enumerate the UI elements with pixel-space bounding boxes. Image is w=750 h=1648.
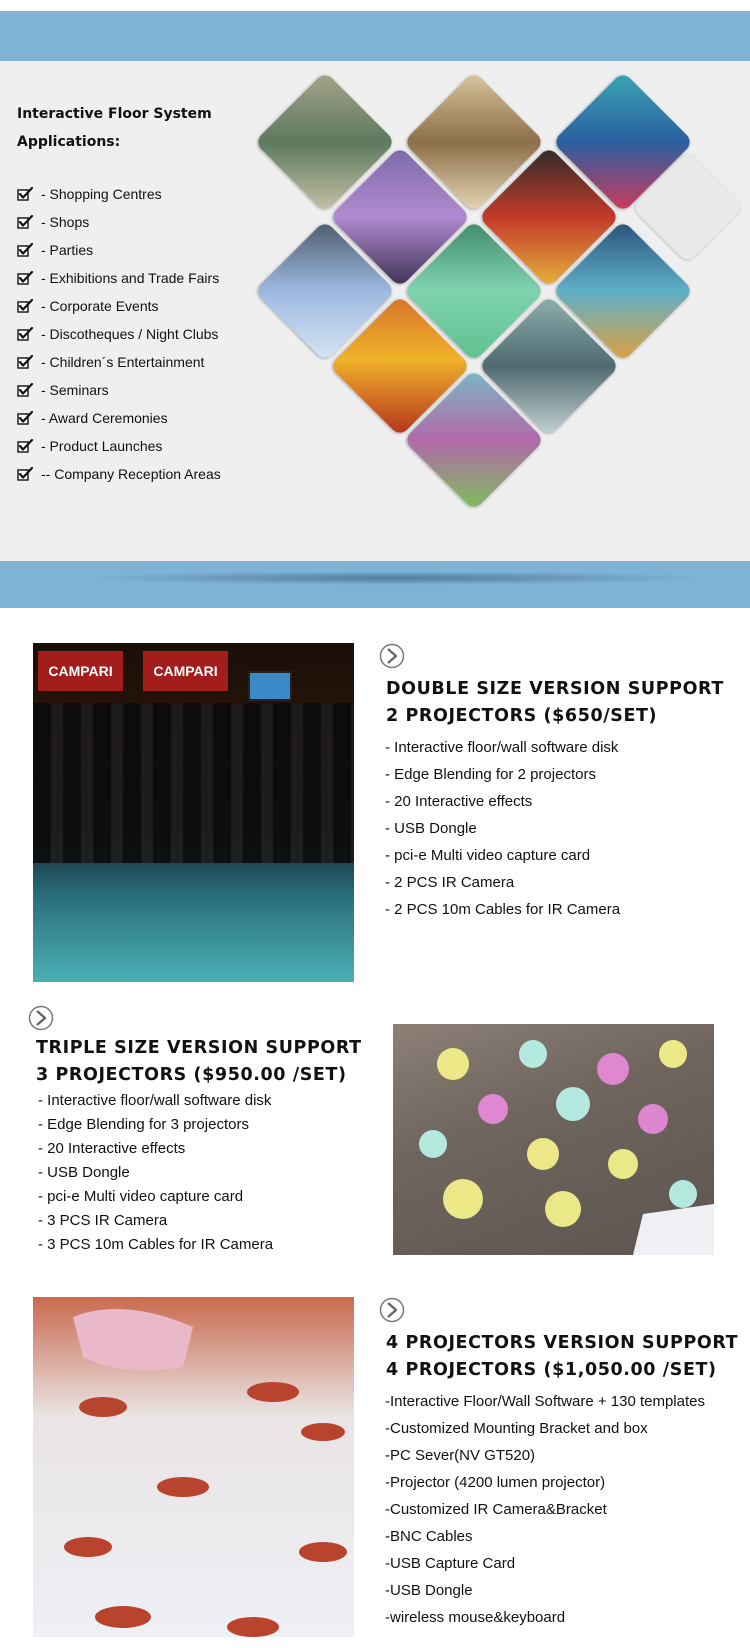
feature-item: -Customized Mounting Bracket and box bbox=[385, 1420, 648, 1437]
application-item-label: - Award Ceremonies bbox=[41, 410, 168, 426]
application-item bbox=[17, 404, 221, 432]
application-item-label: - Children´s Entertainment bbox=[41, 354, 205, 370]
triple-version-title bbox=[36, 1035, 362, 1089]
application-item bbox=[17, 348, 221, 376]
campari-sign-left: CAMPARI bbox=[38, 651, 123, 691]
application-item bbox=[17, 460, 221, 488]
feature-item: - Interactive floor/wall software disk bbox=[38, 1092, 272, 1109]
application-item-label: - Parties bbox=[41, 242, 94, 258]
application-item bbox=[17, 376, 221, 404]
checkbox-check-icon bbox=[17, 467, 33, 481]
triple-title-line2: 3 PROJECTORS ($950.00 /SET) bbox=[36, 1065, 347, 1085]
four-version-photo bbox=[33, 1297, 354, 1637]
application-item-label: - Discotheques / Night Clubs bbox=[41, 326, 219, 342]
feature-item: - pci-e Multi video capture card bbox=[38, 1188, 244, 1205]
photo-collage bbox=[250, 70, 750, 540]
applications-title: Interactive Floor System Applications: bbox=[17, 106, 212, 150]
double-title-line1: DOUBLE SIZE VERSION SUPPORT bbox=[386, 679, 724, 699]
application-item-label: - Seminars bbox=[41, 382, 109, 398]
tv-screen bbox=[248, 671, 292, 701]
application-item bbox=[17, 320, 221, 348]
feature-item: - Edge Blending for 2 projectors bbox=[385, 766, 596, 783]
application-item-label: - Corporate Events bbox=[41, 298, 159, 314]
feature-item: - 3 PCS IR Camera bbox=[38, 1212, 168, 1229]
flower-projection-graphic bbox=[393, 1024, 714, 1255]
feature-item: -Interactive Floor/Wall Software + 130 templates bbox=[385, 1393, 705, 1410]
checkbox-check-icon bbox=[17, 187, 33, 201]
arrow-circle-icon bbox=[379, 1297, 405, 1323]
application-item-label: - Shops bbox=[41, 214, 90, 230]
applications-list bbox=[17, 180, 221, 488]
crowd-silhouettes bbox=[33, 703, 354, 863]
feature-item: -BNC Cables bbox=[385, 1528, 473, 1545]
four-title-line2: 4 PROJECTORS ($1,050.00 /SET) bbox=[386, 1360, 717, 1380]
feature-item: - USB Dongle bbox=[38, 1164, 130, 1181]
checkbox-check-icon bbox=[17, 355, 33, 369]
double-title-line2: 2 PROJECTORS ($650/SET) bbox=[386, 706, 658, 726]
feature-item: - Edge Blending for 3 projectors bbox=[38, 1116, 249, 1133]
four-version-title bbox=[386, 1330, 738, 1384]
feature-item: - 3 PCS 10m Cables for IR Camera bbox=[38, 1236, 274, 1253]
feature-item: -Projector (4200 lumen projector) bbox=[385, 1474, 606, 1491]
floor-projection-graphic bbox=[33, 1297, 354, 1637]
application-item-label: -- Company Reception Areas bbox=[41, 466, 221, 482]
double-version-title bbox=[386, 676, 724, 730]
triple-title-line1: TRIPLE SIZE VERSION SUPPORT bbox=[36, 1038, 362, 1058]
arrow-circle-icon bbox=[379, 643, 405, 669]
feature-item: - 20 Interactive effects bbox=[38, 1140, 186, 1157]
checkbox-check-icon bbox=[17, 411, 33, 425]
campari-sign-right: CAMPARI bbox=[143, 651, 228, 691]
feature-item: -wireless mouse&keyboard bbox=[385, 1609, 566, 1626]
application-item-label: - Exhibitions and Trade Fairs bbox=[41, 270, 220, 286]
checkbox-check-icon bbox=[17, 439, 33, 453]
feature-item: -USB Capture Card bbox=[385, 1555, 516, 1572]
triple-version-photo bbox=[393, 1024, 714, 1255]
feature-item: -PC Sever(NV GT520) bbox=[385, 1447, 536, 1464]
feature-item: - 2 PCS IR Camera bbox=[385, 874, 515, 891]
checkbox-check-icon bbox=[17, 327, 33, 341]
application-item bbox=[17, 208, 221, 236]
triple-feature-list bbox=[38, 1089, 273, 1257]
application-item bbox=[17, 432, 221, 460]
application-item bbox=[17, 292, 221, 320]
checkbox-check-icon bbox=[17, 243, 33, 257]
checkbox-check-icon bbox=[17, 215, 33, 229]
arrow-circle-icon bbox=[28, 1005, 54, 1031]
feature-item: - 20 Interactive effects bbox=[385, 793, 533, 810]
checkbox-check-icon bbox=[17, 383, 33, 397]
top-blue-band bbox=[0, 11, 750, 61]
feature-item: - 2 PCS 10m Cables for IR Camera bbox=[385, 901, 621, 918]
checkbox-check-icon bbox=[17, 299, 33, 313]
four-title-line1: 4 PROJECTORS VERSION SUPPORT bbox=[386, 1333, 739, 1353]
feature-item: - pci-e Multi video capture card bbox=[385, 847, 591, 864]
feature-item: -USB Dongle bbox=[385, 1582, 473, 1599]
application-item-label: - Shopping Centres bbox=[41, 186, 162, 202]
four-feature-list bbox=[385, 1388, 705, 1631]
double-version-photo bbox=[33, 643, 354, 982]
application-item-label: - Product Launches bbox=[41, 438, 163, 454]
application-item bbox=[17, 264, 221, 292]
feature-item: - USB Dongle bbox=[385, 820, 477, 837]
feature-item: - Interactive floor/wall software disk bbox=[385, 739, 619, 756]
application-item bbox=[17, 180, 221, 208]
checkbox-check-icon bbox=[17, 271, 33, 285]
double-feature-list bbox=[385, 734, 620, 923]
bottom-blue-band bbox=[0, 561, 750, 608]
feature-item: -Customized IR Camera&Bracket bbox=[385, 1501, 607, 1518]
application-item bbox=[17, 236, 221, 264]
